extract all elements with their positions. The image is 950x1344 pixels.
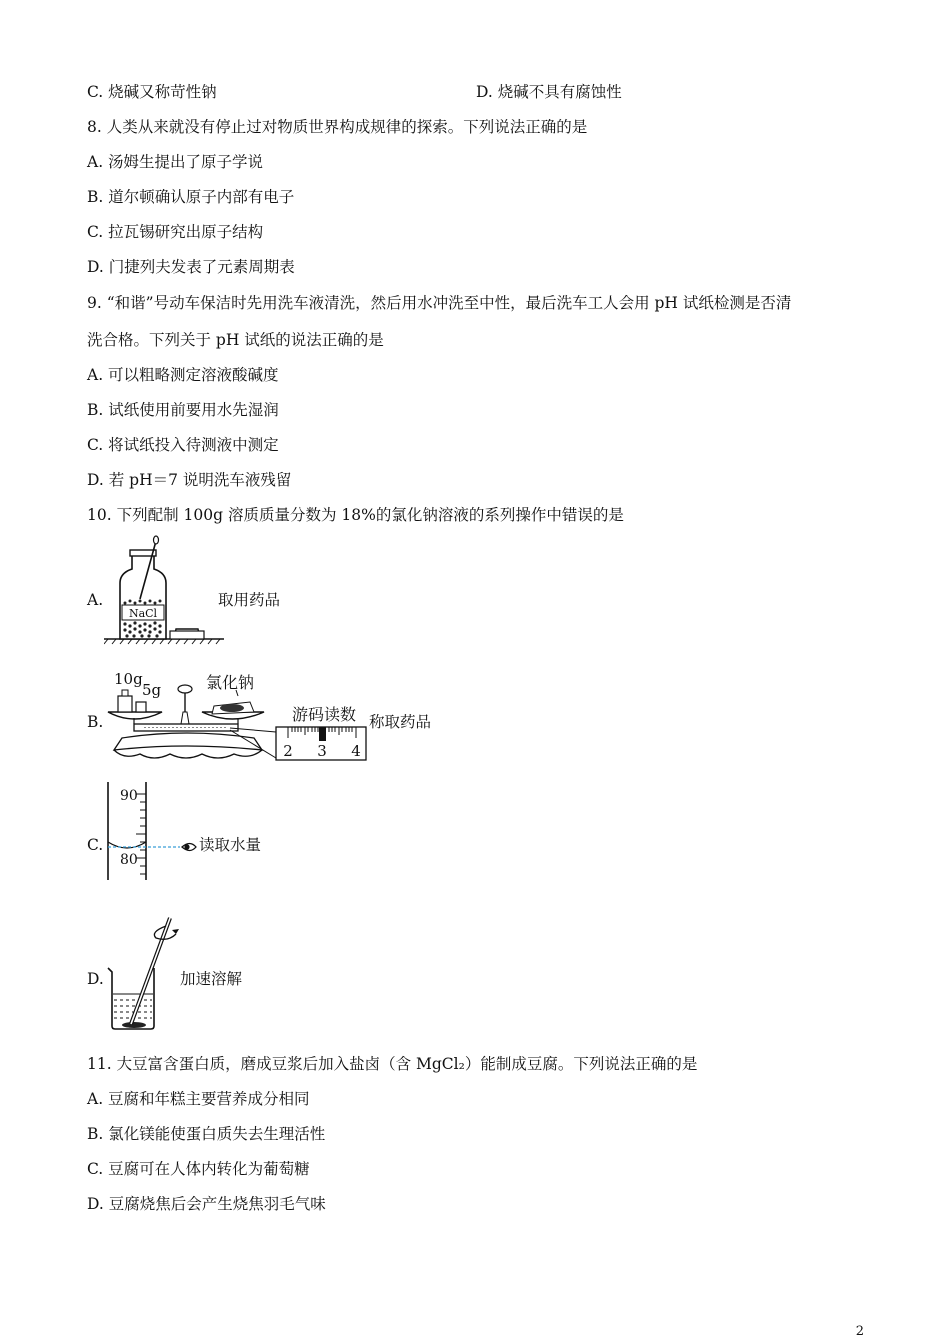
bottle-label: NaCl: [128, 607, 158, 620]
rider-reading-label: 游码读数: [292, 705, 357, 724]
scale-tick-2: 2: [283, 742, 293, 760]
q8-option-d: D. 门捷列夫发表了元素周期表: [87, 258, 295, 276]
q10-option-c-label: C.: [87, 836, 104, 854]
q10-option-a-caption: 取用药品: [218, 591, 281, 609]
weight-10g-label: 10g: [114, 670, 143, 688]
q10-stem: 10. 下列配制 100g 溶质质量分数为 18%的氯化钠溶液的系列操作中错误的是: [87, 506, 624, 524]
q11-option-a: A. 豆腐和年糕主要营养成分相同: [87, 1090, 310, 1108]
q11-option-d: D. 豆腐烧焦后会产生烧焦羽毛气味: [87, 1195, 326, 1213]
q9-option-d: D. 若 pH＝7 说明洗车液残留: [87, 471, 292, 489]
q10-option-d-caption: 加速溶解: [180, 970, 243, 988]
q8-stem: 8. 人类从来就没有停止过对物质世界构成规律的探索。下列说法正确的是: [87, 118, 588, 136]
balance-figure: [104, 668, 368, 768]
q7-option-d: D. 烧碱不具有腐蚀性: [476, 83, 622, 101]
q10-option-a-label: A.: [87, 591, 104, 609]
q11-option-c: C. 豆腐可在人体内转化为葡萄糖: [87, 1160, 310, 1178]
q9-option-a: A. 可以粗略测定溶液酸碱度: [87, 366, 279, 384]
q9-option-c: C. 将试纸投入待测液中测定: [87, 436, 279, 454]
cylinder-mark-80: 80: [120, 852, 138, 868]
q9-option-b: B. 试纸使用前要用水先湿润: [87, 401, 279, 419]
q11-stem: 11. 大豆富含蛋白质，磨成豆浆后加入盐卤（含 MgCl₂）能制成豆腐。下列说法正确的是: [87, 1055, 698, 1073]
scale-tick-4: 4: [351, 742, 361, 760]
scale-tick-3: 3: [317, 742, 327, 760]
graduated-cylinder-figure: [104, 780, 204, 884]
rider-marker: [319, 727, 326, 741]
q8-option-c: C. 拉瓦锡研究出原子结构: [87, 223, 264, 241]
q8-option-b: B. 道尔顿确认原子内部有电子: [87, 188, 295, 206]
beaker-stirring-figure: [104, 912, 188, 1032]
q7-option-c: C. 烧碱又称苛性钠: [87, 83, 217, 101]
q9-stem-line1: 9. “和谐”号动车保洁时先用洗车液清洗，然后用水冲洗至中性，最后洗车工人会用 pH 试纸检测是否清: [87, 294, 792, 312]
q10-option-c-caption: 读取水量: [199, 836, 262, 854]
q10-option-b-caption: 称取药品: [369, 713, 432, 731]
sodium-chloride-label: 氯化钠: [206, 673, 255, 692]
reagent-bottle-figure: [104, 535, 224, 645]
q8-option-a: A. 汤姆生提出了原子学说: [87, 153, 264, 171]
page-number: 2: [855, 1324, 864, 1339]
q9-stem-line2: 洗合格。下列关于 pH 试纸的说法正确的是: [87, 331, 384, 349]
cylinder-mark-90: 90: [120, 788, 138, 804]
q10-option-b-label: B.: [87, 713, 104, 731]
q10-option-d-label: D.: [87, 970, 104, 988]
weight-5g-label: 5g: [142, 681, 162, 699]
q11-option-b: B. 氯化镁能使蛋白质失去生理活性: [87, 1125, 326, 1143]
